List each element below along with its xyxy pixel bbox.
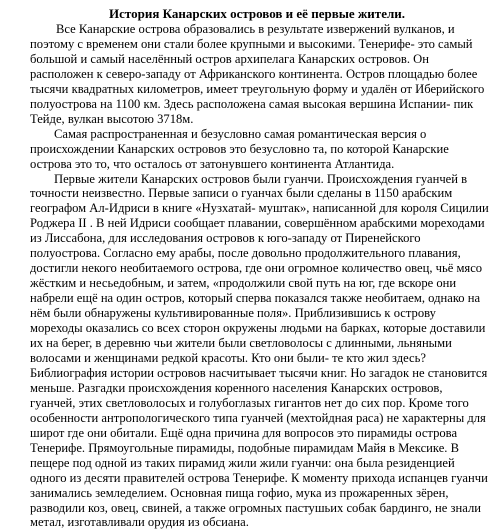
document-title: История Канарских островов и её первые жители. — [109, 6, 405, 21]
paragraph-3: Первые жители Канарских островов были гуанчи. Происхождения гуанчей в точности неизвестно. Первые записи о гуанчах были сделаны в 1150 арабским географом Ал-Идриси в книге «Нузхатай- муштак», написанной для короля Сицилии Роджера ІІ . В ней Идриси сообщает плавании, совершённом арабскими мореходами из Лиссабона, для исследования островов к юго-западу от Пиренейского полуострова. Согласно ему арабы, после довольно продолжительного плавания, достигли некого необитаемого острова, где они огромное количество овец, чьё мясо жёстким и несьедобным, и затем, «продолжили свой путь на юг, где вскоре они набрели ещё на один остров, который сперва показался также необитаем, однако на нём были обнаружены культивированные поля». Приблизившись к острову мореходы оказались со всех сторон окружены людьми на барках, которые доставили их на берег, в деревню чьи жители были светловолосы с длинными, льняными волосами и женщинами редкой красоты. Кто они были- те кто жил здесь? Библиография истории островов насчитывает тысячи книг. Но загадок не становится меньше. Разгадки происхождения коренного населения Канарских островов, гуанчей, этих светловолосых и голубоглазых гигантов нет до сих пор. Кроме того особенности антропологического типа гуанчей (мехтойдная раса) не характерны для широт где они обитали. Ещё одна причина для вопросов это пирамиды острова Тенерифе. Прямоугольные пирамиды, подобные пирамидам Майя в Мексике. В пещере под одной из таких пирамид жили жили гуанчи: она была резиденцией одного из десяти правителей острова Тенерифе. К моменту прихода испанцев гуанчи занимались земледелием. Основная пища гофио, мука из прожаренных зёрен, разводили коз, овец, свиней, а также огромных пастушьих собак бардинго, не знали метал, изготавливали орудия из обсиана. — [30, 171, 489, 530]
paragraph-2: Самая распространенная и безусловно самая романтическая версия о происхождении Канарских островов это безусловно та, по которой Канарские острова это то, что осталось от затонувшего континента Атлантида. — [30, 126, 449, 171]
paragraph-1: Все Канарские острова образовались в результате извержений вулканов, и поэтому с временем они стали более крупными и высокими. Тенерифе- это самый большой и самый населённый остров архипелага Канарских островов. Он расположен к северо-западу от Африканского континента. Остров площадью более тысячи квадратных километров, имеет треугольную форму и удалён от Иберийского полуострова на 1100 км. Здесь расположена самая высокая вершина Испании- пик Тейде, вулкан высотою 3718м. — [30, 22, 485, 126]
